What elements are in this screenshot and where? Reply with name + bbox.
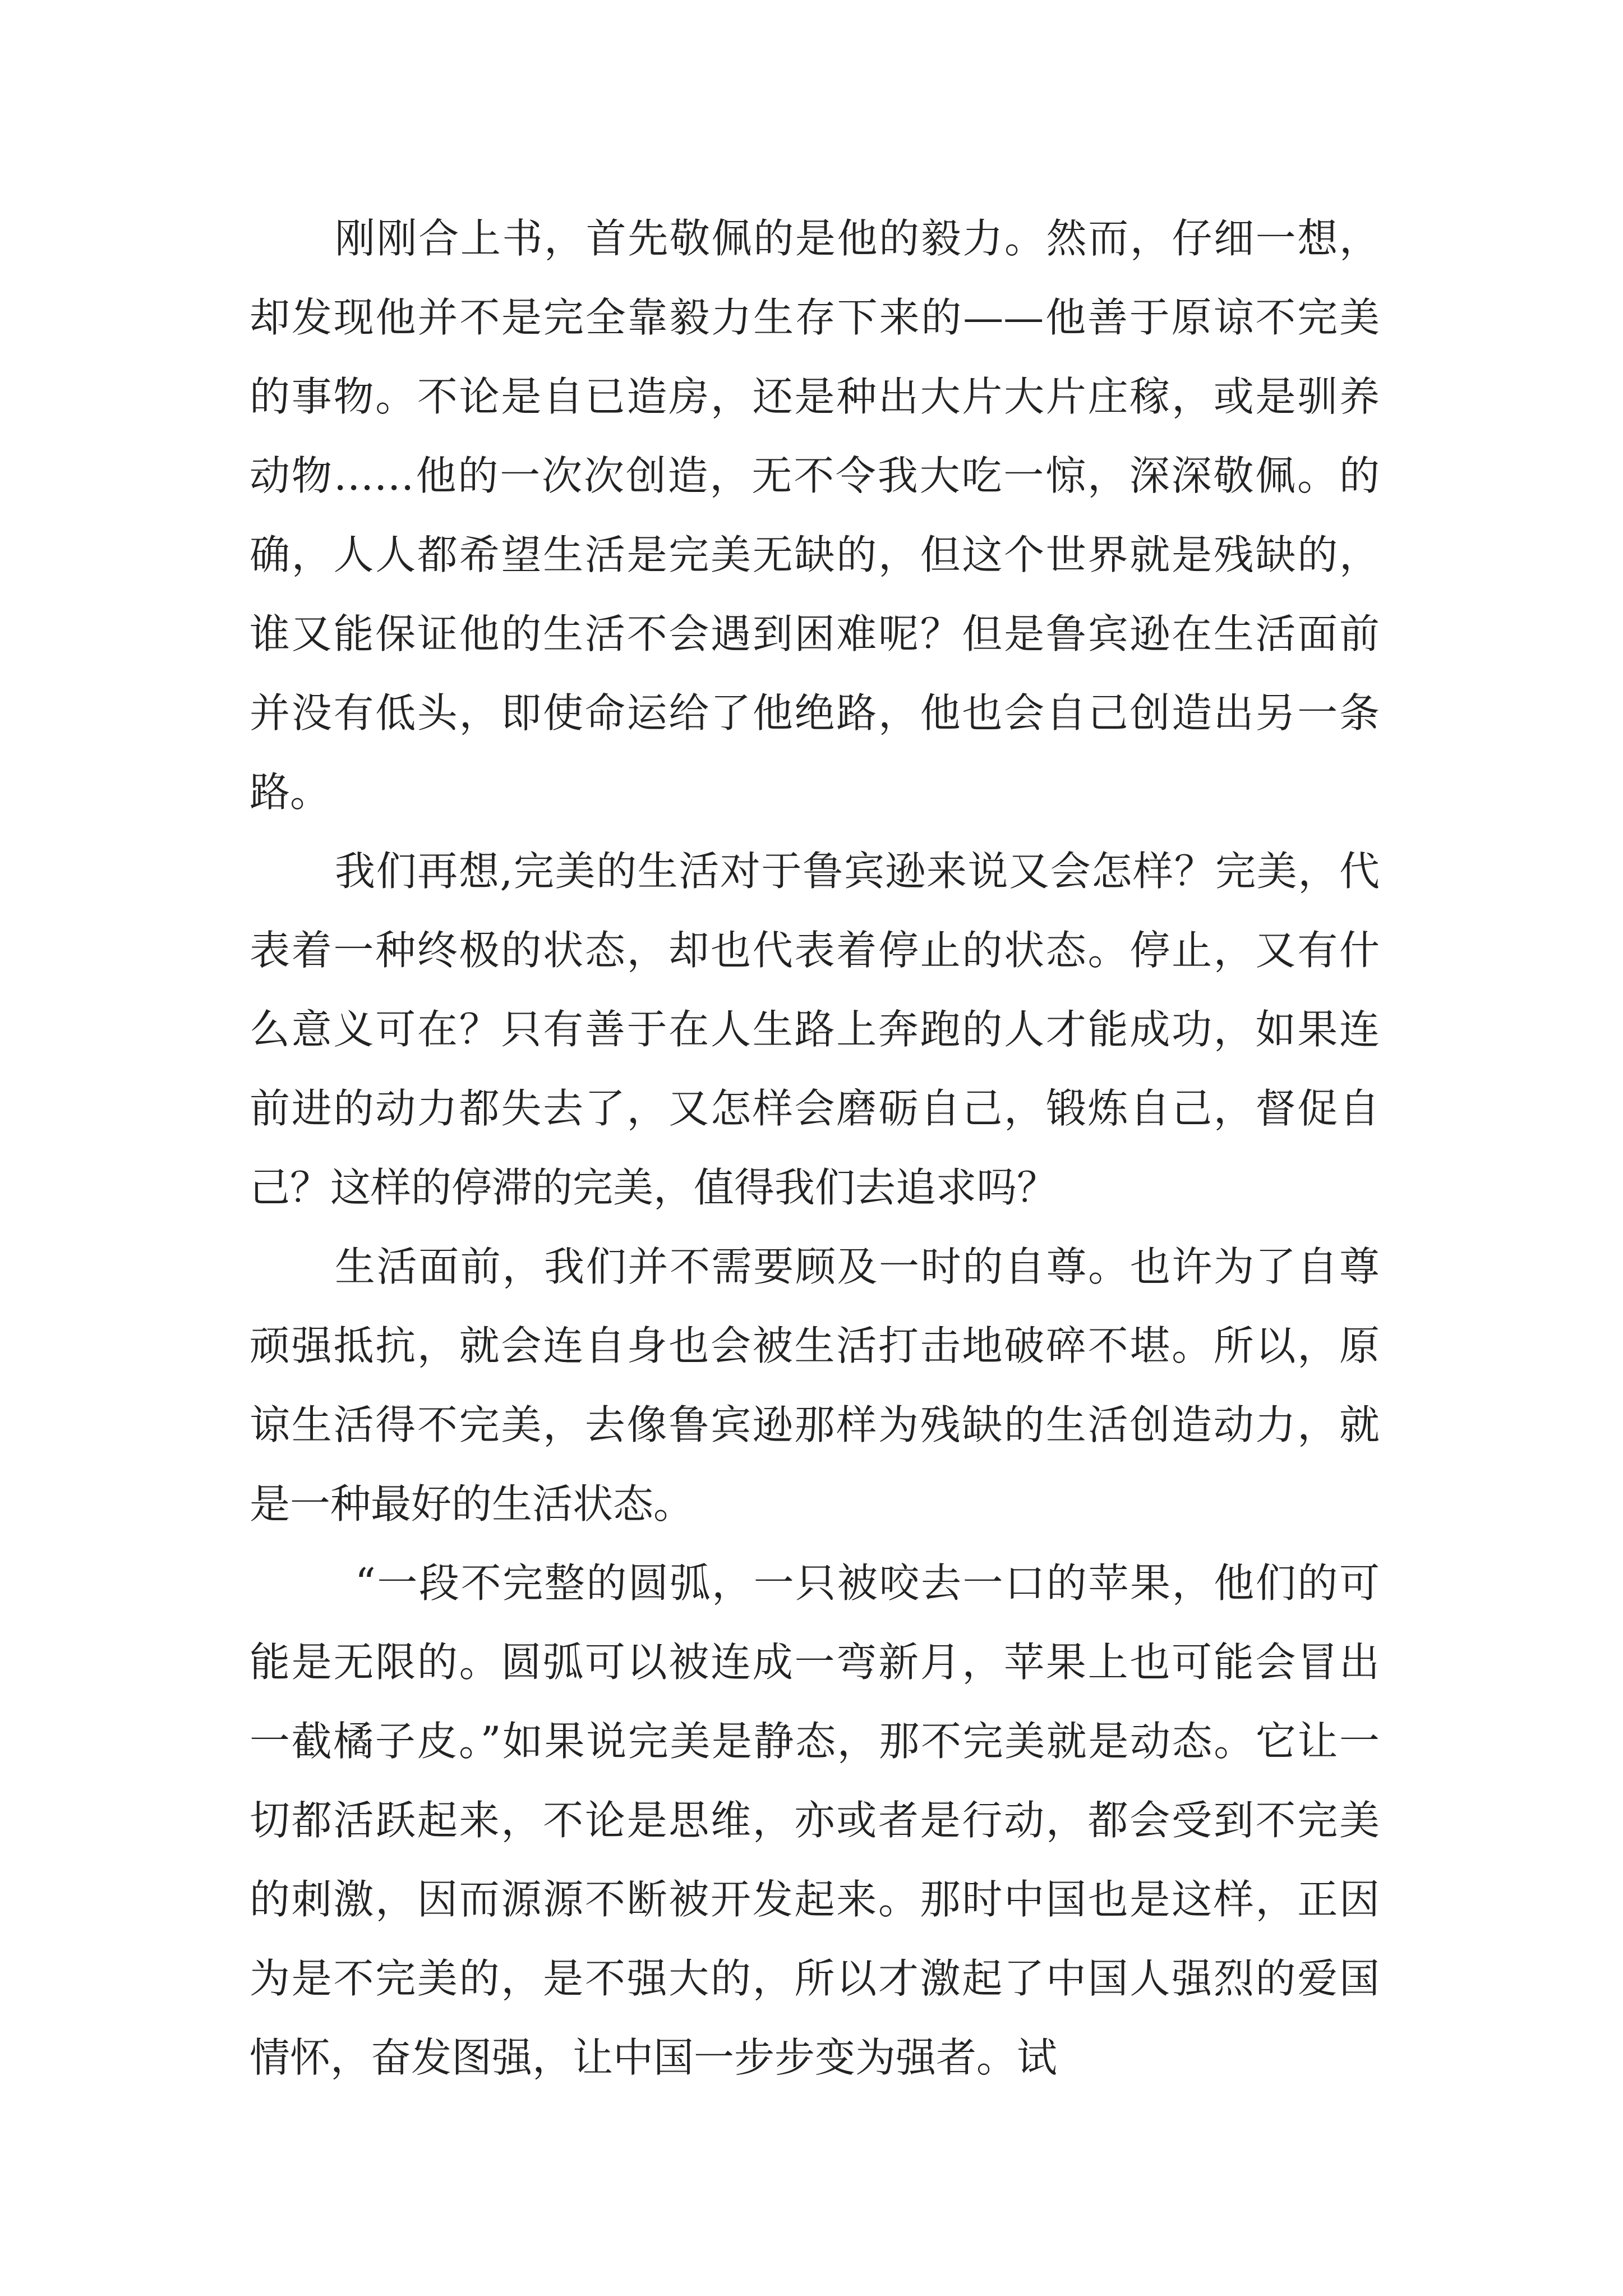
paragraph-2: 我们再想,完美的生活对于鲁宾逊来说又会怎样？完美，代表着一种终极的状态，却也代表着停止的状态。停止，又有什么意义可在？只有善于在人生路上奔跑的人才能成功，如果连前进的动力都失去了，又怎样会磨砺自己，锻炼自己，督促自己？这样的停滞的完美，值得我们去追求吗？ [250, 848, 1380, 1211]
paragraph-1: 刚刚合上书，首先敬佩的是他的毅力。然而，仔细一想，却发现他并不是完全靠毅力生存下来的——他善于原谅不完美的事物。不论是自已造房，还是种出大片大片庄稼，或是驯养动物……他的一次次创造，无不令我大吃一惊，深深敬佩。的确，人人都希望生活是完美无缺的，但这个世界就是残缺的，谁又能保证他的生活不会遇到困难呢？但是鲁宾逊在生活面前并没有低头，即使命运给了他绝路，他也会自己创造出另一条路。 [250, 215, 1380, 816]
paragraph-4: “一段不完整的圆弧，一只被咬去一口的苹果，他们的可能是无限的。圆弧可以被连成一弯新月，苹果上也可能会冒出一截橘子皮。”如果说完美是静态，那不完美就是动态。它让一切都活跃起来，不论是思维，亦或者是行动，都会受到不完美的刺激，因而源源不断被开发起来。那时中国也是这样，正因为是不完美的，是不强大的，所以才激起了中国人强烈的爱国情怀，奋发图强，让中国一步步变为强者。试 [250, 1559, 1380, 2081]
document-body [250, 199, 1380, 2097]
paragraph-3: 生活面前，我们并不需要顾及一时的自尊。也许为了自尊顽强抵抗，就会连自身也会被生活打击地破碎不堪。所以，原谅生活得不完美，去像鲁宾逊那样为残缺的生活创造动力，就是一种最好的生活状态。 [250, 1243, 1380, 1527]
